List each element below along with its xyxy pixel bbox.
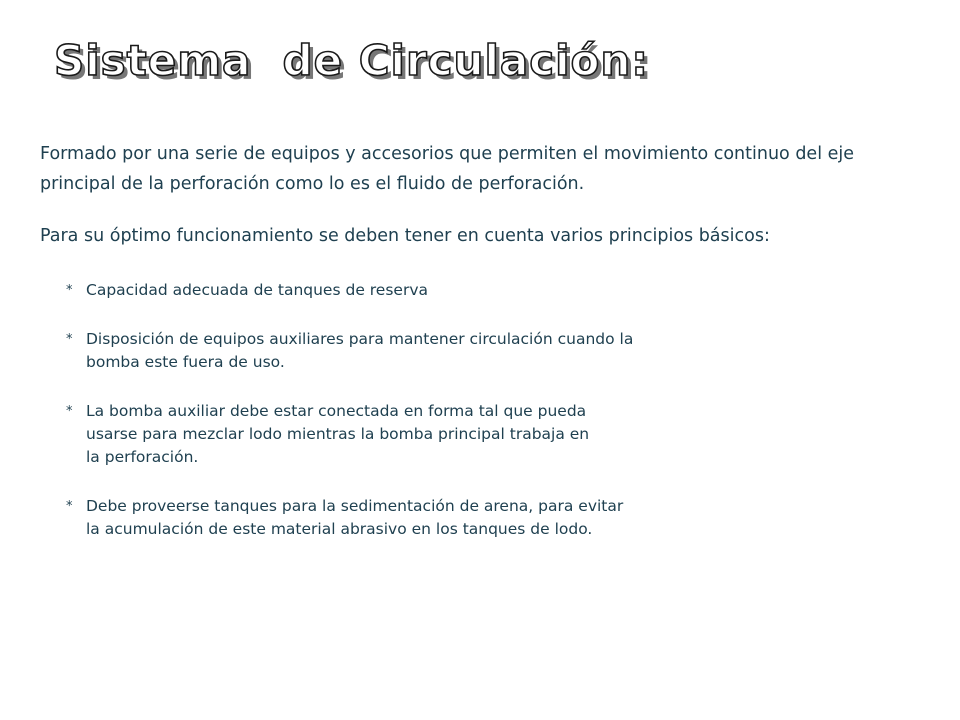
list-item — [66, 279, 766, 302]
list-item — [66, 328, 766, 374]
principles-list — [66, 279, 766, 541]
slide-title: Sistema de Circulación: — [54, 36, 650, 85]
list-item — [66, 495, 766, 541]
bullet-mark: * — [66, 332, 73, 347]
list-item-text: Capacidad adecuada de tanques de reserva — [86, 281, 428, 299]
bullet-mark: * — [66, 283, 73, 298]
list-item-text: Disposición de equipos auxiliares para mantener circulación cuando la bomba este fuera de uso. — [86, 330, 634, 371]
intro-paragraph: Formado por una serie de equipos y accesorios que permiten el movimiento continuo del eje principal de la perforación como lo es el fluido de perforación. — [40, 144, 855, 194]
bullet-mark: * — [66, 404, 73, 419]
list-item-text: La bomba auxiliar debe estar conectada en forma tal que pueda usarse para mezclar lodo mientras la bomba principal trabaja en la perforación. — [86, 402, 590, 466]
principles-lead: Para su óptimo funcionamiento se deben tener en cuenta varios principios básicos: — [40, 226, 770, 246]
list-item — [66, 400, 766, 469]
bullet-mark: * — [66, 499, 73, 514]
list-item-text: Debe proveerse tanques para la sedimentación de arena, para evitar la acumulación de este material abrasivo en los tanques de lodo. — [86, 497, 624, 538]
